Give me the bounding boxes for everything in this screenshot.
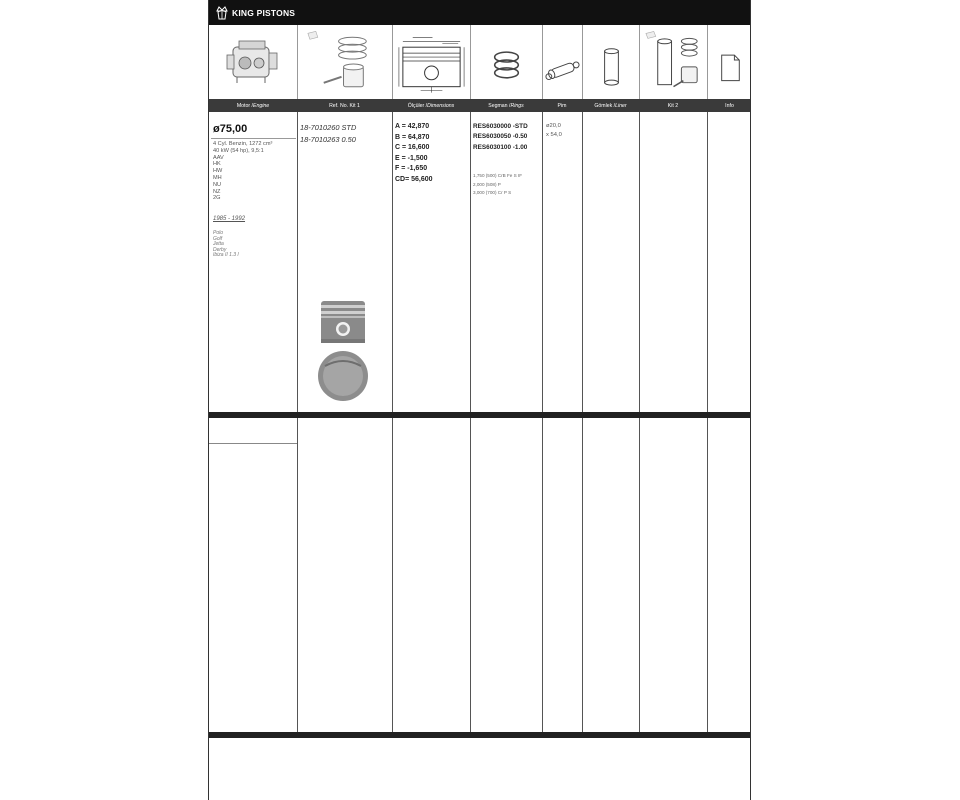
dimension-item: B = 64,870	[395, 133, 430, 141]
dimension-item: F = -1,650	[395, 165, 428, 172]
column-divider	[582, 112, 583, 738]
ring-detail: 3,000 (700) Cr P S	[473, 190, 512, 195]
spec-line: HK	[213, 161, 221, 168]
pin-spec	[546, 122, 562, 139]
bore-underline	[211, 138, 296, 139]
model-item: Derby	[213, 246, 227, 253]
column-header-bar	[209, 99, 750, 112]
ring-details-list	[473, 172, 522, 198]
kit2-icon	[639, 25, 707, 99]
crown-icon	[215, 5, 229, 21]
production-years: 1985 - 1992	[213, 216, 246, 222]
header-motor: Motor / Engine	[236, 102, 270, 109]
engine-spec-list	[213, 141, 272, 202]
spec-line: NZ	[213, 188, 221, 195]
spec-line: AAV	[213, 154, 224, 161]
column-divider	[392, 112, 393, 738]
spec-line: 2G	[213, 195, 221, 202]
dimension-item: C = 16,600	[395, 144, 430, 151]
column-divider	[707, 112, 708, 738]
top-bar	[209, 0, 750, 25]
icon-row	[209, 25, 750, 99]
column-divider	[297, 112, 298, 738]
spec-line: 40 kW (54 hp), 9,5:1	[213, 147, 264, 154]
model-item: Polo	[213, 230, 224, 236]
header-rings: Segman / Rings	[488, 102, 524, 109]
ring-part: RES6030100 -1.00	[473, 143, 528, 151]
column-divider	[470, 112, 471, 738]
ring-detail: 1,750 (500) CrB Fe S IF	[473, 173, 523, 178]
model-item: Ibiza II 1.3 l	[213, 252, 239, 259]
row-separator	[209, 732, 750, 738]
liner-icon	[582, 25, 639, 99]
ring-parts-list	[473, 122, 528, 153]
ref-item: 18-7010263 0.50	[300, 135, 356, 144]
spec-line: 4 Cyl. Benzin, 1272 cm³	[213, 141, 273, 147]
brand-logo	[215, 4, 295, 22]
ref-list	[300, 122, 356, 146]
ring-detail: 2,000 (508) P	[473, 181, 501, 187]
motor-cell-divider	[209, 443, 297, 444]
ref-item: 18-7010260 STD	[300, 123, 357, 132]
model-item: Jetta	[213, 241, 224, 248]
ring-part: RES6030000 -STD	[473, 123, 528, 130]
header-pin: Pim	[557, 102, 567, 109]
vehicle-models	[213, 231, 239, 259]
dimensions-list	[395, 122, 433, 185]
bore-diameter: ø75,00	[213, 123, 248, 135]
ring-part: RES6030050 -0.50	[473, 133, 528, 141]
header-ref-kit1: Ref. No. Kit 1	[329, 102, 360, 109]
pin-diameter: ø20,0	[546, 123, 561, 129]
piston-side-image	[313, 297, 373, 347]
column-divider	[542, 112, 543, 738]
model-item: Golf	[213, 235, 223, 242]
dimension-item: E = -1,500	[395, 154, 428, 162]
ref-kit-icon	[297, 25, 392, 99]
rings-icon	[470, 25, 542, 99]
dimension-item: CD= 56,600	[395, 175, 433, 183]
dimension-item: A = 42,870	[395, 123, 430, 130]
header-liner: Gömlek / Liner	[594, 102, 627, 109]
dimensions-diagram-icon	[392, 25, 470, 99]
brand-name: KING PISTONS	[232, 8, 296, 18]
header-dimensions: Ölçüler / Dimensions	[407, 102, 455, 109]
header-kit2: Kit 2	[667, 102, 679, 109]
column-divider	[639, 112, 640, 738]
info-icon	[707, 25, 752, 99]
pin-length: x 54,0	[546, 131, 562, 138]
spec-line: MH	[213, 174, 222, 181]
header-info: Info	[725, 102, 734, 109]
row-separator	[209, 412, 750, 418]
catalog-page	[208, 0, 751, 800]
spec-line: NU	[213, 181, 222, 188]
engine-icon	[209, 25, 297, 99]
pin-icon	[542, 25, 582, 99]
piston-top-image	[315, 350, 371, 402]
spec-line: HW	[213, 168, 223, 175]
